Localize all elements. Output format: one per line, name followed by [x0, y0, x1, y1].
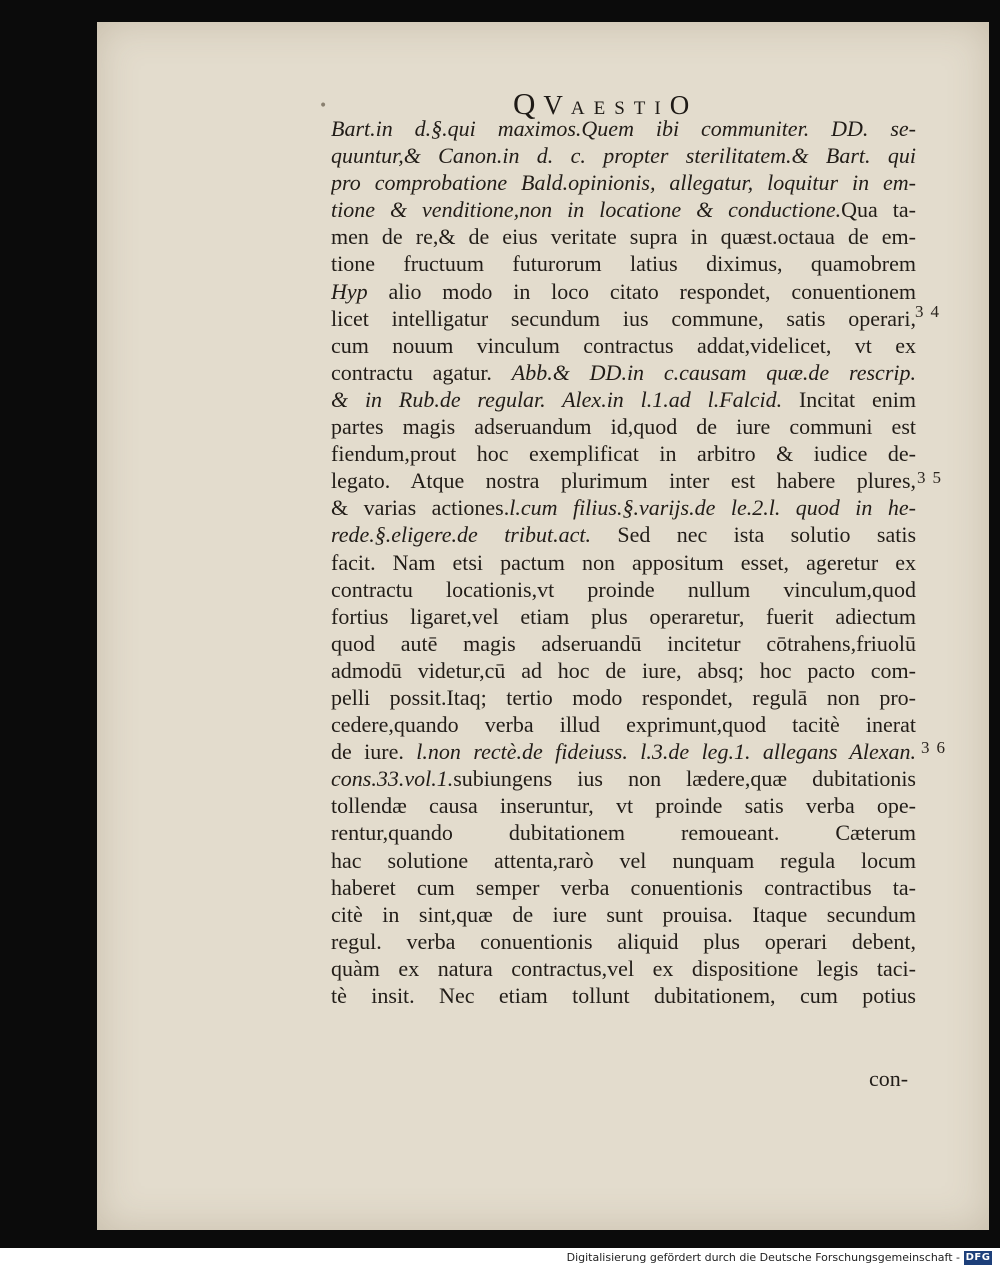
text-line	[331, 250, 916, 277]
text-run: de iure.	[331, 739, 417, 765]
dfg-credit-text: Digitalisierung gefördert durch die Deutsche Forschungsgemeinschaft -	[566, 1251, 960, 1264]
text-line	[331, 359, 916, 386]
text-run: contractu agatur.	[331, 359, 512, 385]
text-line	[331, 711, 916, 738]
text-run: subiungens ius non lædere,quæ dubitationis	[453, 766, 916, 792]
text-line	[331, 847, 916, 874]
text-run: admodū videtur,cū ad hoc de iure, absq; hoc pacto com-	[331, 657, 916, 683]
text-line	[331, 576, 916, 603]
text-line	[331, 440, 916, 467]
running-head-small-caps: AESTI	[570, 98, 670, 119]
text-line	[331, 278, 916, 305]
dfg-footer-bar	[0, 1248, 1000, 1269]
text-run: cum nouum vinculum contractus addat,videlicet, vt ex	[331, 332, 916, 358]
citation-run: pro comprobatione Bald.opinionis, allegatur, loquitur in em-	[331, 170, 916, 196]
text-line	[331, 413, 916, 440]
margin-number: 34	[915, 302, 946, 321]
catchword: con-	[869, 1066, 909, 1091]
text-run: & varias actiones.	[331, 495, 510, 521]
text-run: men de re,& de eius veritate supra in quæst.octaua de em-	[331, 224, 916, 250]
text-line	[331, 738, 916, 765]
text-line	[331, 603, 916, 630]
text-run: Incitat enim	[782, 386, 916, 412]
text-run: citè in sint,quæ de iure sunt prouisa. Itaque secundum	[331, 901, 916, 927]
running-head-first-letter: V	[543, 90, 571, 120]
citation-run: cons.33.vol.1.	[331, 766, 454, 792]
text-line	[331, 386, 916, 413]
book-page	[97, 22, 989, 1230]
text-run: tè insit. Nec etiam tollunt dubitationem, cum potius	[331, 983, 916, 1008]
body-text	[331, 115, 916, 1009]
margin-number: 36	[921, 738, 952, 757]
text-run: pelli possit.Itaq; tertio modo respondet, regulā non pro-	[331, 684, 916, 710]
text-run: rentur,quando dubitationem remoueant. Cæterum	[331, 820, 916, 846]
page-mark: •	[319, 98, 328, 114]
text-line	[331, 982, 916, 1009]
text-line	[331, 332, 916, 359]
text-line	[331, 467, 916, 494]
text-line	[331, 874, 916, 901]
text-line	[331, 630, 916, 657]
text-line	[331, 305, 916, 332]
text-line	[331, 684, 916, 711]
citation-run: tione & venditione,non in locatione & conductione.	[331, 197, 842, 223]
text-run: regul. verba conuentionis aliquid plus operari debent,	[331, 928, 916, 954]
citation-run: rede.§.eligere.de tribut.act.	[331, 522, 591, 548]
citation-run: Bart.in d.§.qui maximos.Quem ibi communiter. DD. se-	[331, 116, 916, 141]
text-run: quàm ex natura contractus,vel ex dispositione legis taci-	[331, 955, 916, 981]
text-line	[331, 792, 916, 819]
citation-run: Hyp	[331, 278, 368, 304]
text-run: fortius ligaret,vel etiam plus operaretur, fuerit adiectum	[331, 603, 916, 629]
text-line	[331, 955, 916, 982]
citation-run: quuntur,& Canon.in d. c. propter sterilitatem.& Bart. qui	[331, 143, 916, 169]
text-run: haberet cum semper verba conuentionis contractibus ta-	[331, 874, 916, 900]
text-line	[331, 819, 916, 846]
text-run: Sed nec ista solutio satis	[590, 522, 916, 548]
text-run: fiendum,prout hoc exemplificat in arbitro & iudice de-	[331, 441, 916, 467]
text-run: facit. Nam etsi pactum non appositum esset, ageretur ex	[331, 549, 916, 575]
text-run: hac solutione attenta,rarò vel nunquam regula locum	[331, 847, 916, 873]
text-line	[331, 494, 916, 521]
text-line	[331, 223, 916, 250]
text-run: Qua ta-	[841, 197, 916, 223]
text-run: tione fructuum futurorum latius diximus, quamobrem	[331, 251, 916, 277]
text-line	[331, 115, 916, 142]
text-line	[331, 657, 916, 684]
text-run: quod autē magis adseruandū incitetur cōtrahens,friuolū	[331, 630, 916, 656]
text-line	[331, 521, 916, 548]
text-run: alio modo in loco citato respondet, conuentionem	[367, 278, 916, 304]
text-line	[331, 169, 916, 196]
text-line	[331, 765, 916, 792]
text-line	[331, 901, 916, 928]
running-head-last-letter: O	[669, 90, 698, 120]
text-line	[331, 549, 916, 576]
text-run: licet intelligatur secundum ius commune, satis operari,	[331, 305, 916, 331]
text-line	[331, 196, 916, 223]
margin-number: 35	[917, 468, 948, 487]
text-run: legato. Atque nostra plurimum inter est habere plures,	[331, 468, 916, 494]
text-run: partes magis adseruandum id,quod de iure communi est	[331, 414, 916, 440]
citation-run: & in Rub.de regular. Alex.in l.1.ad l.Falcid.	[331, 386, 783, 412]
text-line	[331, 142, 916, 169]
dfg-logo-icon: DFG	[965, 1252, 991, 1263]
text-line	[331, 928, 916, 955]
text-run: cedere,quando verba illud exprimunt,quod tacitè inerat	[331, 712, 916, 738]
text-run: tollendæ causa inseruntur, vt proinde satis verba ope-	[331, 793, 916, 819]
citation-run: l.cum filius.§.varijs.de le.2.l. quod in he-	[509, 495, 916, 521]
citation-run: l.non rectè.de fideiuss. l.3.de leg.1. allegans Alexan.	[416, 739, 916, 765]
citation-run: Abb.& DD.in c.causam quæ.de rescrip.	[511, 359, 916, 385]
running-head-capital: Q	[513, 86, 544, 121]
text-run: contractu locationis,vt proinde nullum vinculum,quod	[331, 576, 916, 602]
